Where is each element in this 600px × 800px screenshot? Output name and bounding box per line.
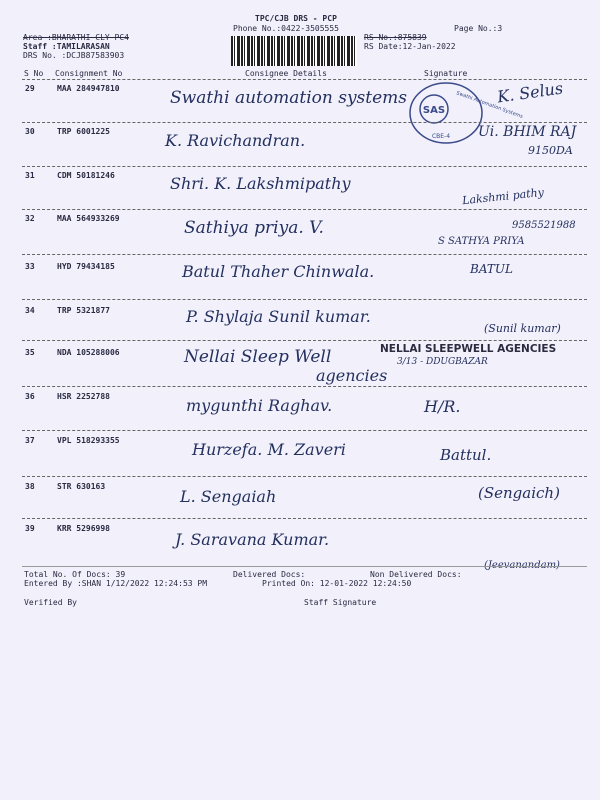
- row-consignee: P. Shylaja Sunil kumar.: [186, 307, 371, 326]
- row-consignee: mygunthi Raghav.: [186, 396, 333, 415]
- row-divider: [22, 476, 587, 477]
- row-consignment-no: KRR 5296998: [57, 524, 110, 533]
- row-consignee: J. Saravana Kumar.: [175, 530, 330, 549]
- delivered-docs: Delivered Docs:: [233, 570, 306, 579]
- row-sno: 34: [25, 306, 35, 315]
- row-divider: [22, 430, 587, 431]
- row-consignee: Sathiya priya. V.: [184, 218, 324, 238]
- row-divider: [22, 299, 587, 300]
- row-consignee: Swathi automation systems: [170, 88, 408, 108]
- row-consignment-no: HSR 2252788: [57, 392, 110, 401]
- row-consignee: Nellai Sleep Well: [184, 347, 332, 367]
- row-signature: (Sengaich): [478, 484, 560, 502]
- row-signature-extra: S SATHYA PRIYA: [438, 236, 525, 247]
- row-consignment-no: NDA 105288006: [57, 348, 120, 357]
- row-sno: 39: [25, 524, 35, 533]
- header-divider: [22, 79, 587, 80]
- row-consignee-line2: agencies: [316, 366, 388, 385]
- row-sno: 35: [25, 348, 35, 357]
- drs-number: DRS No. :DCJB87583903: [23, 51, 125, 60]
- phone-number: Phone No.:0422-3505555: [233, 24, 339, 33]
- row-sno: 31: [25, 171, 35, 180]
- row-sno: 29: [25, 84, 35, 93]
- row-signature: Lakshmi pathy: [461, 185, 545, 208]
- row-divider: [22, 340, 587, 341]
- row-signature: (Sunil kumar): [484, 322, 561, 335]
- column-header-consignment: Consignment No: [55, 69, 123, 78]
- row-consignment-no: TRP 5321877: [57, 306, 110, 315]
- row-consignment-no: MAA 284947810: [57, 84, 120, 93]
- stamp-ring-text: Swathi Automation Systems: [455, 90, 524, 120]
- column-header-signature: Signature: [424, 69, 468, 78]
- row-sno: 38: [25, 482, 35, 491]
- row-sno: 30: [25, 127, 35, 136]
- row-signature: K. Selus: [495, 78, 565, 107]
- row-consignee: Batul Thaher Chinwala.: [182, 262, 375, 281]
- staff-signature: Staff Signature: [304, 598, 377, 607]
- row-consignee: Shri. K. Lakshmipathy: [170, 174, 351, 193]
- row-divider: [22, 122, 587, 123]
- row-divider: [22, 209, 587, 210]
- verified-by: Verified By: [24, 598, 77, 607]
- row-consignment-no: CDM 50181246: [57, 171, 115, 180]
- row-signature-extra: 3/13 - DDUGBAZAR: [397, 357, 488, 367]
- row-consignment-no: HYD 79434185: [57, 262, 115, 271]
- column-header-consignee: Consignee Details: [245, 69, 327, 78]
- column-header-sno: S No: [24, 69, 44, 78]
- rs-number: RS No.:875839: [364, 33, 427, 42]
- page-number: Page No.:3: [454, 24, 503, 33]
- non-delivered-docs: Non Delivered Docs:: [370, 570, 462, 579]
- document-title: TPC/CJB DRS - PCP: [255, 14, 337, 23]
- row-signature: H/R.: [424, 397, 461, 416]
- row-consignment-no: VPL 518293355: [57, 436, 120, 445]
- row-sno: 36: [25, 392, 35, 401]
- company-rubber-stamp: NELLAI SLEEPWELL AGENCIES: [380, 343, 557, 355]
- staff-label: Staff :TAMILARASAN: [23, 42, 110, 51]
- row-signature-extra: 9150DA: [528, 144, 573, 157]
- table-bottom-rule: [22, 566, 587, 567]
- row-consignee: Hurzefa. M. Zaveri: [192, 440, 346, 459]
- barcode: [231, 36, 357, 66]
- row-divider: [22, 386, 587, 387]
- printed-on: Printed On: 12-01-2022 12:24:50: [262, 579, 412, 588]
- row-sno: 32: [25, 214, 35, 223]
- row-signature: Battul.: [440, 446, 492, 464]
- row-signature: BATUL: [470, 262, 513, 276]
- row-signature: Ui. BHIM RAJ: [478, 124, 577, 140]
- stamp-code-text: CBE-4: [431, 133, 451, 140]
- row-signature: 9585521988: [512, 220, 576, 231]
- row-sno: 37: [25, 436, 35, 445]
- row-divider: [22, 166, 587, 167]
- row-sno: 33: [25, 262, 35, 271]
- row-consignee: L. Sengaiah: [180, 487, 277, 506]
- row-consignment-no: STR 630163: [57, 482, 106, 491]
- total-docs: Total No. Of Docs: 39: [24, 570, 126, 579]
- row-consignee: K. Ravichandran.: [165, 131, 306, 150]
- row-consignment-no: MAA 564933269: [57, 214, 120, 223]
- row-consignment-no: TRP 6001225: [57, 127, 110, 136]
- row-divider: [22, 518, 587, 519]
- entered-by: Entered By :SHAN 1/12/2022 12:24:53 PM: [24, 579, 208, 588]
- row-divider: [22, 254, 587, 255]
- stamp-center-text: SAS: [422, 105, 446, 116]
- rs-date: RS Date:12-Jan-2022: [364, 42, 456, 51]
- area-label: Area :BHARATHI CLY PC4: [23, 33, 129, 42]
- row-signature: (Jeevanandam): [484, 560, 560, 571]
